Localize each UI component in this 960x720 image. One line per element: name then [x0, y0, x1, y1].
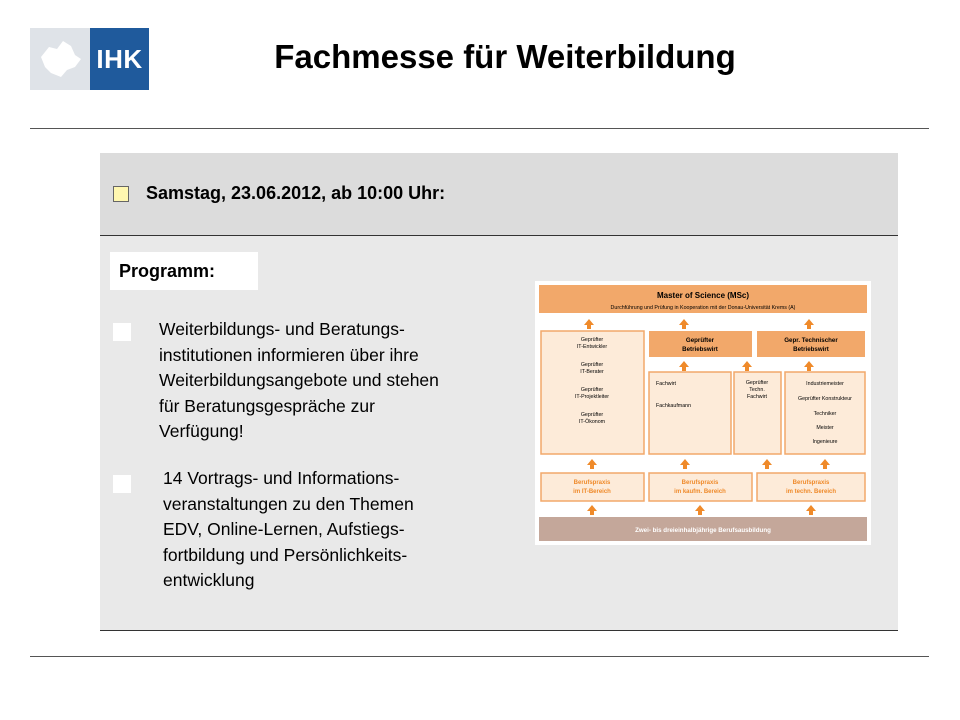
career-diagram — [535, 281, 871, 545]
svg-text:Ingenieure: Ingenieure — [812, 439, 838, 445]
svg-text:im IT-Bereich: im IT-Bereich — [573, 489, 611, 495]
arrow-row-1 — [584, 319, 814, 329]
svg-text:IT-Ökonom: IT-Ökonom — [578, 419, 606, 425]
svg-text:im techn. Bereich: im techn. Bereich — [785, 489, 837, 495]
svg-text:Geprüfter Konstrukteur: Geprüfter Konstrukteur — [798, 396, 852, 402]
svg-text:Gepr. Technischer: Gepr. Technischer — [784, 337, 838, 344]
svg-text:Geprüfter: Geprüfter — [745, 380, 769, 386]
svg-text:Geprüfter: Geprüfter — [580, 387, 604, 393]
bullet-text-2: 14 Vortrags- und Informations- veranstaltungen zu den Themen EDV, Online-Lernen, Aufstiegs- fortbildung und Persönlichkeits- entwicklung — [163, 468, 414, 590]
top-divider — [30, 128, 929, 129]
praxis-kaufm — [649, 473, 752, 501]
svg-text:Berufspraxis: Berufspraxis — [792, 480, 830, 486]
svg-text:Fachkaufmann: Fachkaufmann — [656, 403, 692, 409]
arrow-row-4 — [587, 505, 816, 515]
svg-text:im kaufm. Bereich: im kaufm. Bereich — [674, 489, 726, 495]
program-label: Programm: — [110, 252, 258, 290]
msc-title: Master of Science (MSc) — [656, 291, 750, 300]
svg-text:IT-Entwickler: IT-Entwickler — [576, 344, 608, 350]
svg-text:IT-Projektleiter: IT-Projektleiter — [574, 394, 610, 400]
svg-text:Fachwirt: Fachwirt — [656, 381, 677, 387]
event-date: Samstag, 23.06.2012, ab 10:00 Uhr: — [146, 183, 446, 203]
bullet-text-1: Weiterbildungs- und Beratungs- institutionen informieren über ihre Weiterbildungsangebote und stehen für Beratungsgespräche zur Verfügung! — [159, 319, 439, 441]
betriebswirt-box — [649, 331, 752, 357]
svg-text:Industriemeister: Industriemeister — [806, 381, 844, 387]
msc-subtitle: Durchführung und Prüfung in Kooperation mit der Donau-Universität Krems (A) — [610, 305, 796, 311]
svg-text:Berufspraxis: Berufspraxis — [681, 480, 719, 486]
praxis-it — [541, 473, 644, 501]
arrow-row-2 — [679, 361, 814, 371]
arrow-row-3 — [587, 459, 830, 469]
svg-text:Techn.: Techn. — [749, 387, 765, 393]
ihk-logo — [30, 28, 149, 90]
bullet-icon — [113, 475, 131, 493]
praxis-techn — [757, 473, 865, 501]
svg-text:Geprüfter: Geprüfter — [580, 412, 604, 418]
svg-text:Betriebswirt: Betriebswirt — [682, 346, 718, 353]
svg-text:Meister: Meister — [816, 425, 834, 431]
tech-betriebswirt-box — [757, 331, 865, 357]
checkbox-icon — [113, 186, 129, 202]
svg-text:Betriebswirt: Betriebswirt — [793, 346, 829, 353]
svg-text:Geprüfter: Geprüfter — [685, 337, 715, 344]
svg-text:Berufspraxis: Berufspraxis — [573, 480, 611, 486]
svg-text:Techniker: Techniker — [813, 411, 837, 417]
svg-text:IT-Berater: IT-Berater — [580, 369, 604, 375]
map-icon — [30, 28, 90, 90]
svg-text:Geprüfter: Geprüfter — [580, 362, 604, 368]
svg-text:Geprüfter: Geprüfter — [580, 337, 604, 343]
page-title: Fachmesse für Weiterbildung — [274, 38, 736, 75]
svg-text:Zwei- bis dreieinhalbjährige B: Zwei- bis dreieinhalbjährige Berufsausbildung — [635, 527, 771, 534]
bullet-icon — [113, 323, 131, 341]
logo-text: IHK — [90, 28, 149, 90]
bottom-divider — [30, 656, 929, 657]
svg-text:Fachwirt: Fachwirt — [746, 394, 768, 400]
